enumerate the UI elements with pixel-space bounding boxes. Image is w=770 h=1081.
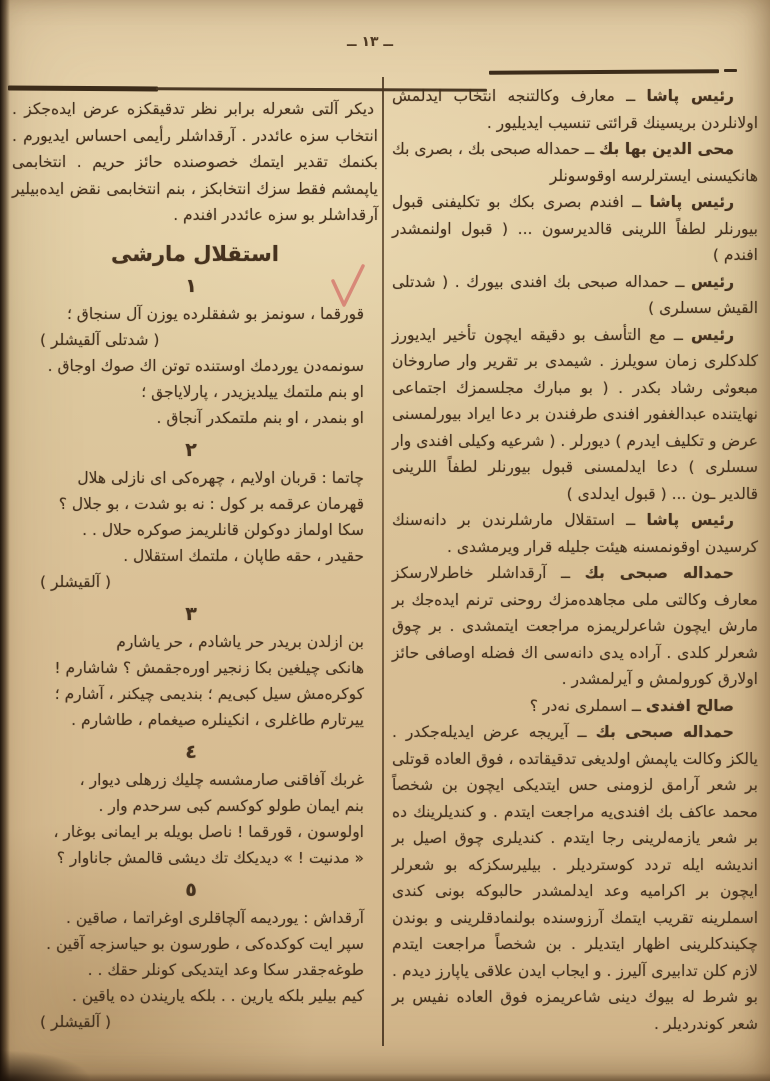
verse-line: سپر ایت كوكده‌كی ، طورسون بو حیاسزجه آقین . xyxy=(46,935,364,953)
speech-text: ــ مع التأسف بو دقیقه ایچون تأخیر ایدیورز كلدكلری زمان سویلرز . شیمدی بر تقریر وار صاروخان مبعوثی رشاد بكدر . ( بو مبارك مجلسمزك اجتماعی نهایتنده عبدالغفور افندی طرفندن بر دعا ایراد بیورلمسنی عرض و تكلیف ایدرم ) دیورلر . ( شرعیه وكیلی افندی وار سسلری ) دعا ایدلمسنی قبول بیورنلر لطفاً اللرینی قالدیر ـون ... ( قبول ایدلدی ) xyxy=(392,325,758,503)
applause-note: ( آلقیشلر ) xyxy=(40,573,112,591)
stanza-1 xyxy=(12,274,378,431)
scan-corner-smudge-bottom-left xyxy=(0,1051,90,1081)
verse-line: او بنمدر ، او بنم ملتمكدر آنجاق . xyxy=(156,409,364,427)
speech-paragraph xyxy=(392,507,758,560)
speech-text: ــ اسملری نه‌در ؟ xyxy=(529,696,641,715)
speech-text: ــ حمداله صبحی بك افندی بیورك . ( شدتلی القیش سسلری ) xyxy=(392,272,758,317)
anthem-title: استقلال مارشی xyxy=(111,241,279,266)
scan-edge-shadow-left xyxy=(0,0,10,1081)
verse-line: سكا اولماز دوكولن قانلریمز صوكره حلال . . xyxy=(82,521,364,539)
verse-line: بن ازلدن بریدر حر یاشادم ، حر یاشارم xyxy=(116,633,364,651)
speech-paragraph xyxy=(392,693,758,720)
speech-text: ــ افندم بصری بكك بو تكلیفنی قبول بیورنلر لطفاً اللرینی قالدیرسون ... ( قبول اولنمشدر افندم ) xyxy=(392,193,758,264)
stanza-number: ٥ xyxy=(185,879,197,901)
speech-paragraph xyxy=(392,322,758,508)
stanza-number: ٣ xyxy=(185,603,197,625)
verse-line: چاتما : قربان اولایم ، چهره‌كی ای نازلی هلال xyxy=(77,469,364,487)
verse-line: غربك آفاقنی صارمشسه چلیك زرهلی دیوار ، xyxy=(79,771,364,789)
speaker-name: رئیس xyxy=(691,272,734,291)
speaker-name: صالح افندی xyxy=(645,696,734,715)
verse-line: كیم بیلیر بلكه یارین . . بلكه یاریندن ده یاقین . xyxy=(71,987,364,1005)
speaker-name: رئیس پاشا xyxy=(646,511,734,529)
column-divider-line xyxy=(382,77,384,1046)
stanza-number: ٢ xyxy=(185,439,197,461)
speech-paragraph xyxy=(392,269,758,322)
stanza-5 xyxy=(12,878,378,1035)
speech-paragraph xyxy=(392,83,758,136)
stanza-2 xyxy=(12,438,378,595)
header-rule-right-dash xyxy=(724,69,737,72)
page-number: ــ ١٣ ــ xyxy=(347,34,393,50)
speaker-name: محی الدین بها بك xyxy=(599,140,734,158)
verse-line: سونمه‌دن یوردمك اوستنده توتن اك صوك اوجاق . xyxy=(47,357,364,375)
red-pencil-mark xyxy=(330,263,370,311)
intro-paragraph: دیكر آلتی شعرله برابر نظر تدقیقكزه عرض ایده‌جكز . انتخاب سزه عائددر . آرقداشلر رأیمی احساس ایدیورم . بكنمك تقدیر ایتمك خصوصنده حائز حریم . انتخابمی یاپمشم فقط سزك انتخابكز ، بنم انتخابمی نقض ایده‌بیلیر آرقداشلر بو سزه عائددر افندم . xyxy=(12,100,378,224)
verse-line: بنم ایمان طولو كوكسم كبی سرحدم وار . xyxy=(98,797,364,815)
left-column xyxy=(12,96,378,1035)
speaker-name: حمداله صبحی بك xyxy=(584,564,734,582)
speech-paragraph xyxy=(392,719,758,1037)
speech-text: ــ حمداله صبحی بك ، بصری بك هانكیسنی ایسترلرسه اوقوسونلر xyxy=(392,140,758,185)
verse-line: قورقما ، سونمز بو شفقلرده یوزن آل سنجاق ؛ xyxy=(66,305,364,323)
stanza-number: ٤ xyxy=(185,741,197,763)
speech-paragraph xyxy=(392,189,758,269)
verse-line: قهرمان عرقمه بر كول : نه بو شدت ، بو جلال ؟ xyxy=(58,495,364,513)
verse-line: ییرتارم طاغلری ، انكینلره صیغمام ، طاشارم . xyxy=(71,711,364,729)
stanza-4 xyxy=(12,740,378,871)
stanza-number: ١ xyxy=(185,275,197,297)
header-rule-left-column-thick xyxy=(8,86,158,92)
speaker-name: رئیس پاشا xyxy=(649,193,734,211)
speaker-name: رئیس پاشا xyxy=(646,87,734,105)
speech-paragraph xyxy=(392,136,758,189)
verse-line: هانكی چیلغین بكا زنجیر اوره‌جقمش ؟ شاشارم ! xyxy=(54,659,364,677)
speech-text: ــ استقلال مارشلرندن بر دانه‌سنك كرسیدن اوقونمسنه هیئت جلیله قرار ویرمشدی . xyxy=(392,511,758,556)
verse-line: آرقداش : یوردیمه آلچاقلری اوغراتما ، صاقین . xyxy=(65,909,364,927)
verse-line: كوكره‌مش سیل كبی‌یم ؛ بندیمی چیكنر ، آشارم ؛ xyxy=(54,685,364,703)
right-column xyxy=(392,83,758,1037)
speech-text: ــ آرقداشلر خاطرلارسكز معارف وكالتی ملی مجاهده‌مزك روحنی ترنم ایده‌جك بر مارش ایچون شاعرلریمزه مراجعت ایتمشدی . بر چوق شعرلر كلدی . آراده یدی دانه‌سی اك فضله اوصافی حائز اولارق كورولمش و آیرلمشدر . xyxy=(392,564,758,688)
verse-line: او بنم ملتمك ییلدیزیدر ، پارلایاجق ؛ xyxy=(141,383,364,401)
verse-line: « مدنیت ! » دیدیكك تك دیشی قالمش جاناوار ؟ xyxy=(56,849,364,867)
applause-note: ( شدتلی آلقیشلر ) xyxy=(40,331,160,349)
verse-line: اولوسون ، قورقما ! ناصل بویله بر ایمانی بوغار ، xyxy=(53,823,364,841)
speech-paragraph xyxy=(392,560,758,693)
speech-text: ــ معارف وكالتنجه انتخاب ایدلمش اولانلردن بریسینك قرائتی تنسیب ایدیلیور . xyxy=(392,87,758,132)
speaker-name: حمداله صبحی بك xyxy=(595,723,734,741)
applause-note: ( آلقیشلر ) xyxy=(40,1013,112,1031)
scan-edge-shadow-bottom xyxy=(0,1073,770,1081)
speech-text: ــ آیریجه عرض ایدیله‌جكدر . یالكز وكالت یاپمش اولدیغی تدقیقاتده ، فوق العاده قوتلی بر شعر آرامق لزومنی حس ایتدیكی ایچون بن شخصاً محمد عاكف بك افندی‌یه مراجعت ایتدم . و كندیلرینك ده بر شعر یازمه‌لرینی رجا ایتدم . كندیلری چوق اصیل بر اندیشه ایله تردد كوستردیلر . بیلیرسكزكه بو شعرلر ایچون بر اكرامیه وعد ایدلمشدر حالبوكه بونی كندی اسملرینه تقریب ایتمك آرزوسنده بولنمادقلرینی و بوندن چكیندكلرینی اظهار ایتدیلر . بن شخصاً مراجعت ایتدم لازم كلن تدابیری آلیرز . و ایجاب ایدن علاقی یاپارز دیدم . بو شرط له بیوك دینی شاعریمزه فوق العاده نفیس بر شعر كوندردیلر . xyxy=(392,723,758,1033)
stanza-3 xyxy=(12,602,378,733)
verse-line: طوغه‌جقدر سكا وعد ایتدیكی كونلر حقك . . xyxy=(87,961,364,979)
header-rule-right-column xyxy=(489,69,719,75)
speaker-name: رئیس xyxy=(691,325,734,344)
verse-line: حقیدر ، حقه طاپان ، ملتمك استقلال . xyxy=(123,547,364,565)
